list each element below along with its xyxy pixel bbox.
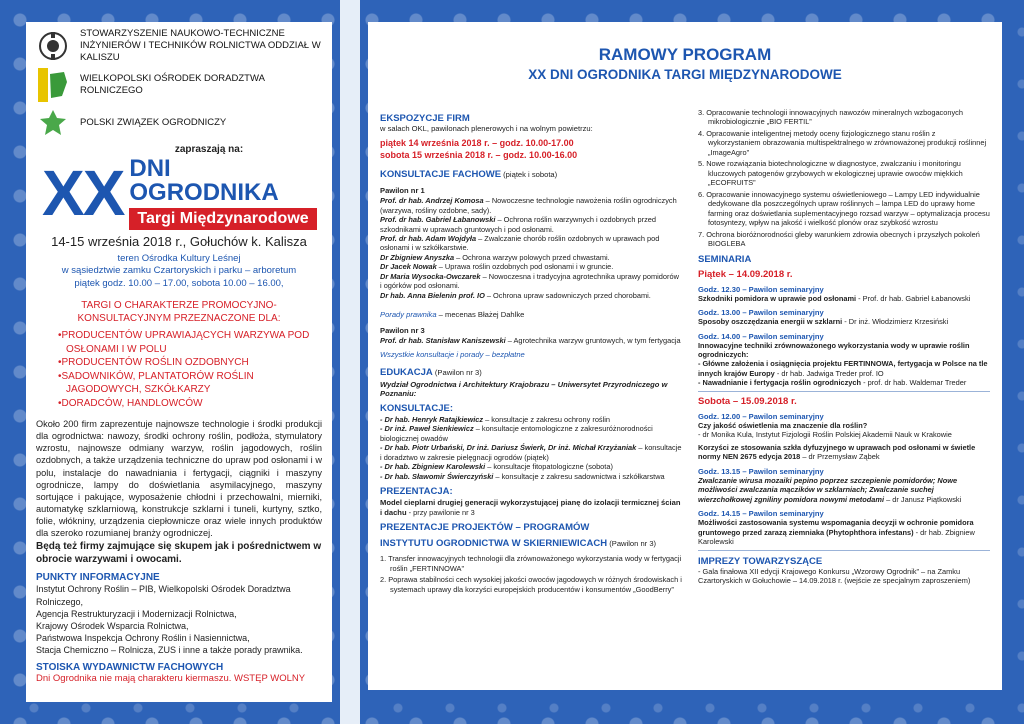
expert-topic: – Zwalczanie chorób roślin ozdobnych w uprawach pod osłonami i w szkółkarstwie. xyxy=(380,234,660,253)
expert-topic: – Agrotechnika warzyw gruntowych, w tym fertygacja xyxy=(505,336,681,346)
seminar-title: Korzyści ze stosowania szkła dyfuzyjnego w uprawach pod osłonami w świetle normy NEN 2675 edycja 2018 xyxy=(698,442,976,462)
seminar-speaker: - Dr inż. Włodzimierz Krzesiński xyxy=(842,317,949,327)
education-heading: EDUKACJA xyxy=(380,366,433,378)
org-snitr xyxy=(36,28,322,64)
list-item: Instytut Ochrony Roślin – PIB, Wielkopolski Ośrodek Doradztwa Rolniczego, xyxy=(36,584,291,607)
wodr-logo-icon xyxy=(36,68,70,102)
list-item: 2. Poprawa stabilności cech wysokiej jakości owoców jagodowych w różnych środowiskach i systemach uprawy dla korzyści europejskich producentów i konsumentów „GoodBerry” xyxy=(380,575,682,594)
description-paragraph: Około 200 firm zaprezentuje najnowsze technologie i środki produkcji dla ogrodnictwa: nawozy, środki ochrony roślin, podłoża, stymulatory wzrostu, najnowsze odmiany warzyw, roślin jagodowych, roślin ozdobnych, a także urządzenia techniczne do upraw pod osłonami i w polu, instalacje do nawadniania i fertygacji, ciągniki i maszyny ogrodnicze, lampy do doświetlania asymilacyjnego, maszyny sortujące i pakujące, wyposażenie chłodni i przechowalni, mierniki, automatykę szklarniową, konstrukcje szklarni i tuneli, kurtyny, sztko, folie, włókniny, urządzenia ciepłownicze oraz wiele innych produktów dla szeroko rozumianej branży ogrodniczej. xyxy=(36,419,322,539)
legal-advice-who: – mecenas Błażej Dahlke xyxy=(436,310,525,320)
presentation-text xyxy=(380,498,682,517)
exhibitions-heading: EKSPOZYCJE FIRM xyxy=(380,113,470,124)
list-item xyxy=(380,215,682,234)
seminar-speaker: - dr hab. Zbigniew Karolewski xyxy=(698,527,975,547)
snitr-logo-icon xyxy=(36,29,70,63)
list-item: Państwowa Inspekcja Ochrony Roślin i Nasiennictwa, xyxy=(36,633,250,644)
seminar-desc xyxy=(698,443,990,462)
seminar-speaker: – dr Przemysław Ząbek xyxy=(800,452,880,462)
list-item xyxy=(380,196,682,215)
expert-name: Dr Maria Wysocka-Owczarek xyxy=(380,271,481,281)
audience-list xyxy=(58,329,322,410)
expert-name: - Dr inż. Paweł Sienkiewicz xyxy=(380,424,474,434)
seminar-desc xyxy=(698,341,990,360)
institute-note: (Pawilon nr 3) xyxy=(607,539,657,549)
free-consult-note: Wszystkie konsultacje i porady – bezpłatne xyxy=(380,349,525,359)
projects-list xyxy=(380,554,682,594)
venue-info xyxy=(36,253,322,291)
presentation-note: - przy pawilonie nr 3 xyxy=(406,507,475,517)
seminar-title: Sposoby oszczędzania energii w szklarni xyxy=(698,317,843,327)
event-logo xyxy=(36,154,322,230)
education-note: (Pawilon nr 3) xyxy=(432,367,482,377)
seminar-item xyxy=(698,332,990,388)
list-item xyxy=(380,472,682,481)
expert-name: - Dr hab. Zbigniew Karolewski xyxy=(380,462,486,472)
pavilion3-entry xyxy=(380,336,682,345)
list-item xyxy=(380,262,682,271)
seminars-heading: SEMINARIA xyxy=(698,253,752,265)
seminar-desc xyxy=(698,476,990,504)
expert-topic: – konsultacje z zakresu ochrony roślin xyxy=(483,414,611,424)
divider xyxy=(698,391,990,392)
seminar-item xyxy=(698,509,990,546)
org-name: STOWARZYSZENIE NAUKOWO-TECHNICZNE INŻYNIERÓW I TECHNIKÓW ROLNICTWA ODDZIAŁ W KALISZU xyxy=(80,28,321,63)
program-title-line2: XX DNI OGRODNIKA TARGI MIĘDZYNARODOWE xyxy=(528,67,842,83)
event-name-block xyxy=(129,154,322,230)
list-item: Krajowy Ośrodek Wsparcia Rolnictwa, xyxy=(36,620,189,631)
seminar-item xyxy=(698,412,990,440)
pavilion1-label: Pawilon nr 1 xyxy=(380,186,425,196)
expert-topic: – Uprawa roślin ozdobnych pod osłonami i w gruncie. xyxy=(436,262,614,272)
education-text: Wydział Ogrodnictwa i Architektury Krajobrazu – Uniwersytet Przyrodniczego w Poznaniu: xyxy=(380,379,668,398)
seminar-item xyxy=(698,285,990,303)
expert-topic: – konsultacje z zakresu sadownictwa i szkółkarstwa xyxy=(493,471,665,481)
info-points-heading: PUNKTY INFORMACYJNE xyxy=(36,572,160,584)
list-item xyxy=(380,424,682,443)
seminar-title: Możliwości zastosowania systemu wspomagania decyzji w ochronie pomidora gruntowego przed zarazą ziemniaka (Phytophthora infestans) xyxy=(698,518,974,537)
seminar-time: Godz. 12.30 – Pawilon seminaryjny xyxy=(698,284,824,294)
expert-list xyxy=(380,196,682,300)
page-fold xyxy=(340,0,360,724)
middle-panel xyxy=(368,104,692,690)
consultations-list xyxy=(380,415,682,481)
expert-name: - Dr hab. Henryk Ratajkiewicz xyxy=(380,414,484,424)
org-name: POLSKI ZWIĄZEK OGRODNICZY xyxy=(80,116,227,128)
seminar-title: Szkodniki pomidora w uprawie pod osłonami xyxy=(698,293,857,303)
expert-name: Dr hab. Anna Bielenin prof. IO xyxy=(380,290,485,300)
seminar-desc xyxy=(698,294,990,303)
projects-list-continued xyxy=(698,108,990,249)
seminar-desc xyxy=(698,518,990,546)
publishers-heading: STOISKA WYDAWNICTW FACHOWYCH xyxy=(36,662,224,674)
seminar-subitem xyxy=(698,359,990,378)
presentation-heading: PREZENTACJA: xyxy=(380,486,453,498)
seminar-time: Godz. 13.00 – Pawilon seminaryjny xyxy=(698,308,824,318)
seminar-speaker: - dr Monika Kula, Instytut Fizjologii Roślin Polskiej Akademii Nauk w Krakowie xyxy=(698,430,952,440)
list-item: 6. Opracowanie innowacyjnego systemu oświetleniowego – Lampy LED indywidualnie dedykowane dla poszczególnych upraw roślinnych – lampa LED do uprawy home farming oraz doświetlania suplementacyjnego rozsad warzyw – optymalizacja procesu fotosyntezy, wpływ na jakość i wielkość plonów oraz szybkość wzrostu xyxy=(698,189,990,228)
expert-topic: – konsultacje i doradztwo w zakresie pielęgnacji ogrodów (piątek) xyxy=(380,443,682,462)
seminar-title: Zwalczanie wirusa mozaiki pepino poprzez szczepienie pomidorów; Nowe możliwości zwalczania mączików w szklarniach; Zwalczanie suchej wierzchołkowej zgniliny pomidora nowymi metodami xyxy=(698,475,958,504)
seminar-time: Godz. 14.15 – Pawilon seminaryjny xyxy=(698,509,824,519)
list-item: 4. Opracowanie inteligentnej metody oceny fizjologicznego stanu roślin z wykorzystaniem obrazowania multispektralnego w zrównoważonej produkcji roślinnej „ImageAgro” xyxy=(698,128,987,157)
consult-note: (piątek i sobota) xyxy=(501,170,558,180)
expert-topic: – konsultacje fitopatologiczne (sobota) xyxy=(485,462,613,472)
list-item xyxy=(380,462,682,471)
day2-hours: sobota 15 września 2018 r. – godz. 10.00-16.00 xyxy=(380,150,578,160)
expert-name: Prof. dr hab. Stanisław Kaniszewski xyxy=(380,336,506,346)
right-panel xyxy=(692,104,1002,690)
education-heading-row xyxy=(380,362,682,380)
org-name: WIELKOPOLSKI OŚRODEK DORADZTWA ROLNICZEGO xyxy=(80,72,265,96)
program-title-line1: RAMOWY PROGRAM xyxy=(598,45,772,64)
buyers-note: Będą też firmy zajmujące się skupem jak i pośrednictwem w obrocie warzywami i owocami. xyxy=(36,541,322,566)
list-item xyxy=(380,443,682,462)
list-item: Stacja Chemiczno – Rolnicza, ZUS i inne a także porady prawnika. xyxy=(36,645,303,656)
seminar-speaker: - prof. dr hab. Waldemar Treder xyxy=(861,378,967,388)
invite-text: zapraszają na: xyxy=(174,143,244,155)
seminar-item xyxy=(698,443,990,462)
list-item: 3. Opracowanie technologii innowacyjnych nawozów mineralnych wzbogaconych mikrobiologicznie „BIO FERTIL” xyxy=(698,108,963,127)
expert-topic: – Ochrona upraw sadowniczych przed chorobami. xyxy=(484,290,651,300)
expert-topic: – Ochrona roślin warzywnych i ozdobnych przed szkodnikami w uprawach gruntowych i pod osłonami. xyxy=(380,215,657,234)
legal-advice-row xyxy=(380,304,682,322)
list-item: •SADOWNIKÓW, PLANTATORÓW ROŚLIN JAGODOWYCH, SZKÓŁKARZY xyxy=(58,370,254,396)
seminar-title: Innowacyjne techniki zrównoważonego wykorzystania wody w uprawie roślin ogrodniczych: xyxy=(698,340,970,359)
events-heading: IMPREZY TOWARZYSZĄCE xyxy=(698,555,823,567)
saturday-heading: Sobota – 15.09.2018 r. xyxy=(698,395,797,407)
expert-name: Dr Jacek Nowak xyxy=(380,262,437,272)
xx-numeral: XX xyxy=(42,157,124,230)
expert-name: Prof. dr hab. Andrzej Komosa xyxy=(380,196,484,206)
event-title: DNI OGRODNIKA xyxy=(129,154,279,206)
seminar-subitem xyxy=(698,378,990,387)
seminar-speaker: - Prof. dr hab. Gabriel Łabanowski xyxy=(856,293,971,303)
free-entry-note: Dni Ogrodnika nie mają charakteru kiermaszu. WSTĘP WOLNY xyxy=(36,673,306,685)
consult-heading: KONSULTACJE FACHOWE xyxy=(380,169,502,181)
venue-line: piątek godz. 10.00 – 17.00, sobota 10.00 – 16.00, xyxy=(74,278,284,290)
event-date: 14-15 września 2018 r., Gołuchów k. Kalisza xyxy=(51,233,307,249)
venue-line: w sąsiedztwie zamku Czartoryskich i parku – arboretum xyxy=(61,265,297,277)
exhibitions-text: w salach OKL, pawilonach plenerowych i na wolnym powietrzu: xyxy=(380,124,593,133)
venue-line: teren Ośrodka Kultury Leśnej xyxy=(117,252,241,264)
expert-name: Prof. dr hab. Adam Wojdyła xyxy=(380,234,477,244)
list-item: •PRODUCENTÓW UPRAWIAJĄCYCH WARZYWA POD OSŁONAMI I W POLU xyxy=(58,330,310,355)
presentation-title: Model cieplarni drugiej generacji wykorzystującej pianę do izolacji termicznej ścian i dachu xyxy=(380,498,681,517)
seminar-time: Godz. 13.15 – Pawilon seminaryjny xyxy=(698,466,824,476)
expert-name: - Dr hab. Sławomir Świerczyński xyxy=(380,471,494,481)
legal-advice-label: Porady prawnika xyxy=(380,310,437,320)
program-title xyxy=(368,22,1002,84)
consultations-heading: KONSULTACJE: xyxy=(380,402,454,414)
expert-name: - Dr hab. Piotr Urbański, Dr inż. Dariusz Świerk, Dr inż. Michał Krzyżaniak xyxy=(380,443,637,453)
events-text: - Gala finałowa XII edycji Krajowego Konkursu „Wzorowy Ogrodnik” – na Zamku Czartoryskich w Gołuchowie – 14.09.2018 r. (wejście ze specjalnym zaproszeniem) xyxy=(698,566,971,585)
list-item: •PRODUCENTÓW ROŚLIN OZDOBNYCH xyxy=(58,357,249,369)
institute-heading: INSTYTUTU OGRODNICTWA W SKIERNIEWICACH xyxy=(380,538,608,550)
pzo-logo-icon xyxy=(36,106,70,140)
day1-hours: piątek 14 września 2018 r. – godz. 10.00-17.00 xyxy=(380,137,574,148)
seminar-speaker: – dr Janusz Piątkowski xyxy=(884,494,962,504)
divider xyxy=(698,550,990,551)
expert-topic: – Nowoczesna i tradycyjna agrotechnika uprawy pomidorów i ogórków pod osłonami. xyxy=(380,271,679,291)
institute-heading-row xyxy=(380,533,682,551)
event-subtitle: Targi Międzynarodowe xyxy=(129,208,316,230)
seminar-speaker: - dr hab. Jadwiga Treder prof. IO xyxy=(774,368,884,378)
seminar-item xyxy=(698,467,990,504)
seminar-desc xyxy=(698,317,990,326)
projects-heading: PREZENTACJE PROJEKTÓW – PROGRAMÓW xyxy=(380,522,590,534)
list-item xyxy=(380,234,682,253)
left-panel xyxy=(26,22,332,702)
list-item xyxy=(380,272,682,291)
list-item: 7. Ochrona bioróżnorodności gleby warunkiem zdrowia obecnych i przyszłych pokoleń BIOGLEBA xyxy=(698,229,980,249)
expert-topic: – konsultacje entomologiczne z zakresuróżnorodności biologicznej owadów xyxy=(380,424,653,443)
list-item: 5. Nowe rozwiązania biotechnologiczne w diagnostyce, zwalczaniu i monitoringu kluczowych patogenów grzybowych w ekologicznej uprawie owoców miękkich „ECOFRUITS” xyxy=(698,159,963,188)
expert-topic: – Ochrona warzyw polowych przed chwastami. xyxy=(454,252,610,262)
list-item xyxy=(380,415,682,424)
pavilion3-label: Pawilon nr 3 xyxy=(380,326,425,336)
list-item xyxy=(380,253,682,262)
seminar-time: Godz. 14.00 – Pawilon seminaryjny xyxy=(698,331,824,341)
seminar-title: - Główne założenia i osiągnięcia projektu FERTINNOWA, fertygacja w Polsce na tle innych krajów Europy xyxy=(698,359,988,378)
consult-heading-row xyxy=(380,164,682,182)
seminar-item xyxy=(698,308,990,326)
list-item: 1. Transfer innowacyjnych technologii dla zrównoważonego wykorzystania wody w fertygacji roślin „FERTINNOWA” xyxy=(380,554,682,573)
expert-name: Dr Zbigniew Anyszka xyxy=(380,252,455,262)
list-item: Agencja Restrukturyzacji i Modernizacji Rolnictwa, xyxy=(36,608,237,619)
info-points-list xyxy=(36,583,322,656)
list-item xyxy=(380,291,682,300)
seminar-title: - Nawadnianie i fertygacja roślin ogrodniczych xyxy=(698,378,862,388)
expert-name: Prof. dr hab. Gabriel Łabanowski xyxy=(380,215,496,225)
org-pzo xyxy=(36,106,322,140)
friday-heading: Piątek – 14.09.2018 r. xyxy=(698,268,793,280)
seminar-time: Godz. 12.00 – Pawilon seminaryjny xyxy=(698,411,824,421)
list-item: •DORADCÓW, HANDLOWCÓW xyxy=(58,397,203,409)
org-wodr xyxy=(36,68,322,102)
audience-heading: TARGI O CHARAKTERZE PROMOCYJNO-KONSULTACYJNYM PRZEZNACZONE DLA: xyxy=(77,300,281,325)
expert-topic: – Nowoczesne technologie nawożenia roślin ogrodniczych (warzywa, rośliny ozdobne, sady). xyxy=(380,196,677,215)
seminar-title: Czy jakość oświetlenia ma znaczenie dla roślin? xyxy=(698,420,868,430)
